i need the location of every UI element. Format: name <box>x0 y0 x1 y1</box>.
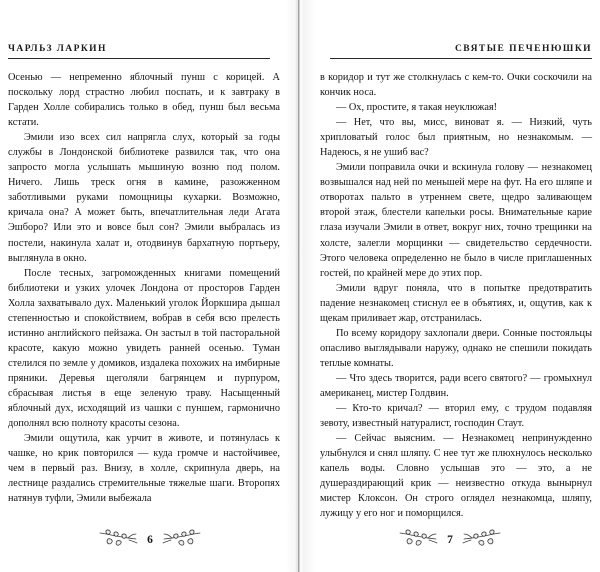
left-running-head: ЧАРЛЬЗ ЛАРКИН <box>8 44 107 54</box>
paragraph: Эмили изо всех сил напрягла слух, который за годы службы в Лондонской библиотеке развился так, что она запросто могла услышать мышиную возню под полом. Ничего. Лишь треск огня в камине, разожженном заботливыми руками помощницы кухарки. Возможно, кричала она? А может быть, впечатлительная леди Агата Эшборо? Или это и вовсе был сон? Эмили выбралась из постели, накинула халат и, отодвинув бархатную портьеру, выглянула в окно. <box>8 132 280 264</box>
right-page-body <box>320 70 592 521</box>
right-running-head: СВЯТЫЕ ПЕЧЕНЮШКИ <box>455 44 592 54</box>
paragraph: Эмили вдруг поняла, что в попытке предотвратить падение незнакомец стиснул ее в объятиях, и, ощутив, как к щекам приливает жар, отстранилась. <box>320 282 592 324</box>
paragraph: После тесных, загроможденных книгами помещений библиотеки и узких улочек Лондона от просторов Гарден Холла захватывало дух. Маленький уголок Йоркшира дышал степенностью и спокойствием, вобрав в себя всю прелесть истинно английского пейзажа. Он застыл в той пасторальной красоте, какую можно увидеть ранней осенью. Туман стелился по земле у домиков, издалека похожих на имбирные пряники. Деревья щеголяли багрянцем и пурпуром, сбрасывая листья в еще зеленую траву. Насыщенный яблочный дух, исходящий из чашки с пуншем, гармонично дополнял всю полноту красоты сезона. <box>8 267 280 430</box>
paragraph: Эмили поправила очки и вскинула голову — незнакомец возвышался над ней по меньшей мере на фут. На его шляпе и отворотах пальто в утреннем свете, щедро заливающем второй этаж, блестели капельки росы. Внимательные карие глаза изучали Эмили в ответ, вокруг них, точно трещинки на холсте, залегли морщинки — свидетельство сердечности. Этого человека определенно не было в числе приглашенных гостей, по крайней мере до этих пор. <box>320 162 592 279</box>
dialogue-line: — Нет, что вы, мисс, виноват я. — Низкий, чуть хрипловатый голос был приятным, но незнакомым. — Надеюсь, я не ушиб вас? <box>320 117 592 159</box>
page-number: 6 <box>147 533 153 546</box>
paragraph: По всему коридору захлопали двери. Сонные постояльцы опасливо выглядывали наружу, однако не спешили покидать теплые комнаты. <box>320 327 592 369</box>
dialogue-line: — Кто-то кричал? — вторил ему, с трудом подавляя зевоту, известный натуралист, господин Стаут. <box>320 403 592 430</box>
page-number: 7 <box>447 533 453 546</box>
paragraph: Эмили ощутила, как урчит в животе, и потянулась к чашке, но крик повторился — куда громче и настойчивее, чем в первый раз. Внизу, в холле, скрипнула дверь, на лестнице раздались стремительные тяжелые шаги. Второпях натянув туфли, Эмили выбежала <box>8 433 280 505</box>
paragraph: Осенью — непременно яблочный пунш с корицей. А поскольку лорд страстно любил поспать, и к завтраку в Гарден Холле собирались только в обед, пунш был весьма кстати. <box>8 72 280 129</box>
leafy-branch-sprig-icon <box>98 529 138 552</box>
dialogue-line: — Сейчас выясним. — Незнакомец непринужденно улыбнулся и снял шляпу. С нее тут же плюхнулось несколько капель воды. Словно услышав это — это, а не душераздирающий крик — неизвестно откуда вынырнул мистер Клоксон. Он строго оглядел незнакомца, шляпу, лужицу у его ног и поморщился. <box>320 433 592 520</box>
left-running-head-rule <box>8 58 270 59</box>
left-page-body <box>8 70 280 506</box>
right-page <box>300 0 600 572</box>
right-page-footer <box>300 529 600 552</box>
left-page-footer <box>0 529 300 552</box>
paragraph: в коридор и тут же столкнулась с кем-то. Очки соскочили на кончик носа. <box>320 72 592 99</box>
right-running-head-rule <box>330 58 592 59</box>
dialogue-line: — Ох, простите, я такая неуклюжая! <box>336 102 498 114</box>
dialogue-line: — Что здесь творится, ради всего святого? — громыхнул американец, мистер Голдвин. <box>320 372 592 399</box>
leafy-branch-sprig-icon <box>162 529 202 552</box>
leafy-branch-sprig-icon <box>398 529 438 552</box>
leafy-branch-sprig-icon <box>462 529 502 552</box>
